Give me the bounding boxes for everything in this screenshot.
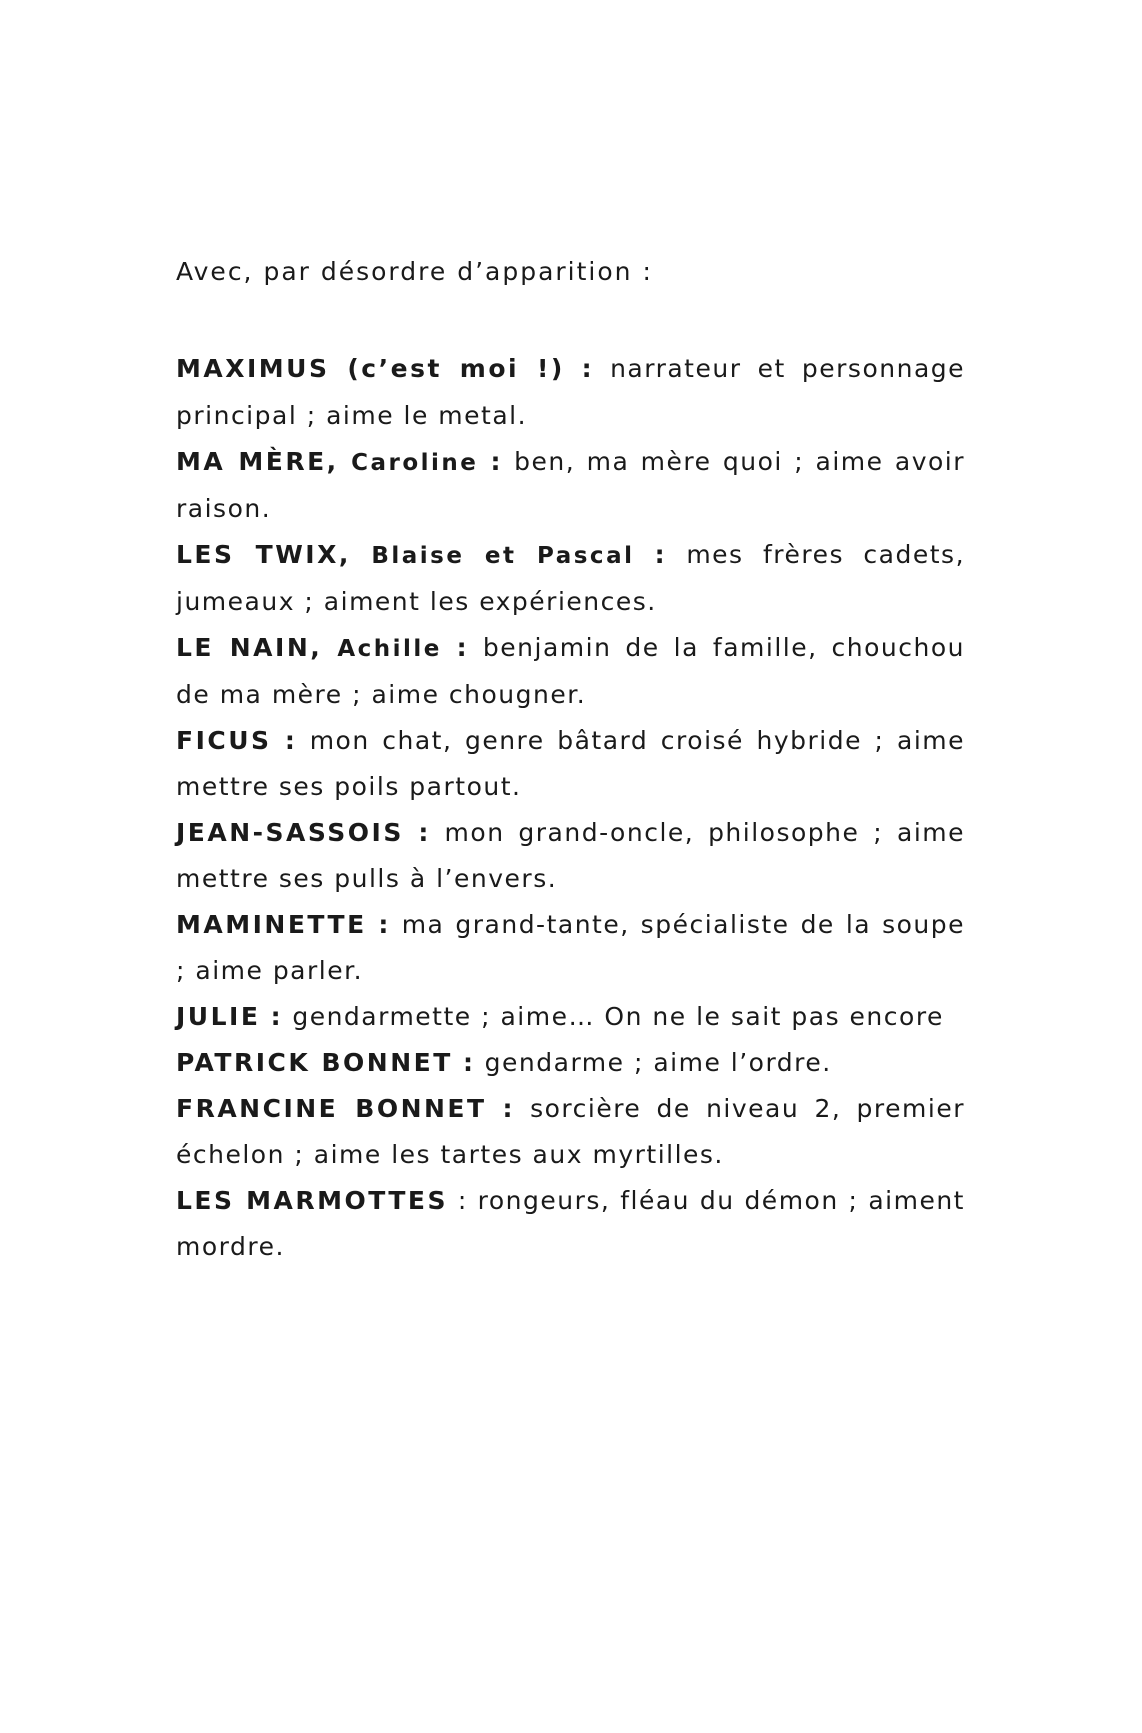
character-entry bbox=[176, 532, 965, 625]
character-entry bbox=[176, 625, 965, 718]
separator: : bbox=[452, 1048, 485, 1077]
character-firstname: Achille bbox=[322, 636, 442, 662]
separator: : bbox=[271, 726, 310, 755]
character-firstname: Caroline bbox=[338, 450, 479, 476]
character-name: PATRICK BONNET bbox=[176, 1048, 453, 1077]
character-list-page bbox=[176, 252, 965, 1270]
separator: : bbox=[441, 633, 483, 662]
character-name: JULIE bbox=[176, 1002, 261, 1031]
separator: : bbox=[486, 1094, 531, 1123]
character-name: MAXIMUS (c’est moi !) bbox=[176, 354, 565, 383]
separator: : bbox=[260, 1002, 293, 1031]
separator: : bbox=[634, 540, 687, 569]
character-entry bbox=[176, 1086, 965, 1178]
character-firstname: Blaise et Pascal bbox=[350, 543, 635, 569]
character-description: mes frères cadets, jumeaux ; aiment les expériences. bbox=[176, 540, 966, 616]
character-description: gendarme ; aime l’ordre. bbox=[484, 1048, 832, 1077]
character-name: LE NAIN, bbox=[176, 633, 323, 662]
character-description: mon grand-oncle, philosophe ; aime mettre ses pulls à l’envers. bbox=[176, 818, 966, 893]
character-entry bbox=[176, 1040, 965, 1086]
separator: : bbox=[448, 1186, 478, 1215]
character-entry bbox=[176, 346, 965, 439]
separator: : bbox=[478, 447, 515, 476]
intro-line: Avec, par désordre d’apparition : bbox=[176, 257, 653, 286]
character-name: JEAN-SASSOIS bbox=[176, 818, 404, 847]
character-entry bbox=[176, 718, 965, 810]
character-entry bbox=[176, 1178, 965, 1270]
separator: : bbox=[564, 354, 611, 383]
character-description: narrateur et personnage principal ; aime le metal. bbox=[176, 354, 966, 430]
separator: : bbox=[403, 818, 445, 847]
character-entry bbox=[176, 439, 965, 532]
character-description: sorcière de niveau 2, premier échelon ; aime les tartes aux myrtilles. bbox=[176, 1094, 965, 1169]
character-description: ma grand-tante, spécialiste de la soupe ; aime parler. bbox=[176, 910, 966, 985]
character-name: LES MARMOTTES bbox=[176, 1186, 448, 1215]
character-entry bbox=[176, 902, 965, 994]
character-description: benjamin de la famille, chouchou de ma mère ; aime chougner. bbox=[176, 633, 966, 709]
separator: : bbox=[366, 910, 402, 939]
character-name: FICUS bbox=[176, 726, 272, 755]
character-name: MAMINETTE bbox=[176, 910, 367, 939]
character-name: LES TWIX, bbox=[176, 540, 351, 569]
character-entry bbox=[176, 810, 965, 902]
character-description: rongeurs, fléau du démon ; aiment mordre. bbox=[176, 1186, 965, 1261]
character-description: gendarmette ; aime… On ne le sait pas encore bbox=[292, 1002, 944, 1031]
character-entry bbox=[176, 994, 965, 1040]
character-description: mon chat, genre bâtard croisé hybride ; aime mettre ses poils partout. bbox=[176, 726, 966, 801]
character-name: FRANCINE BONNET bbox=[176, 1094, 487, 1123]
character-name: MA MÈRE, bbox=[176, 447, 339, 476]
character-description: ben, ma mère quoi ; aime avoir raison. bbox=[176, 447, 966, 523]
